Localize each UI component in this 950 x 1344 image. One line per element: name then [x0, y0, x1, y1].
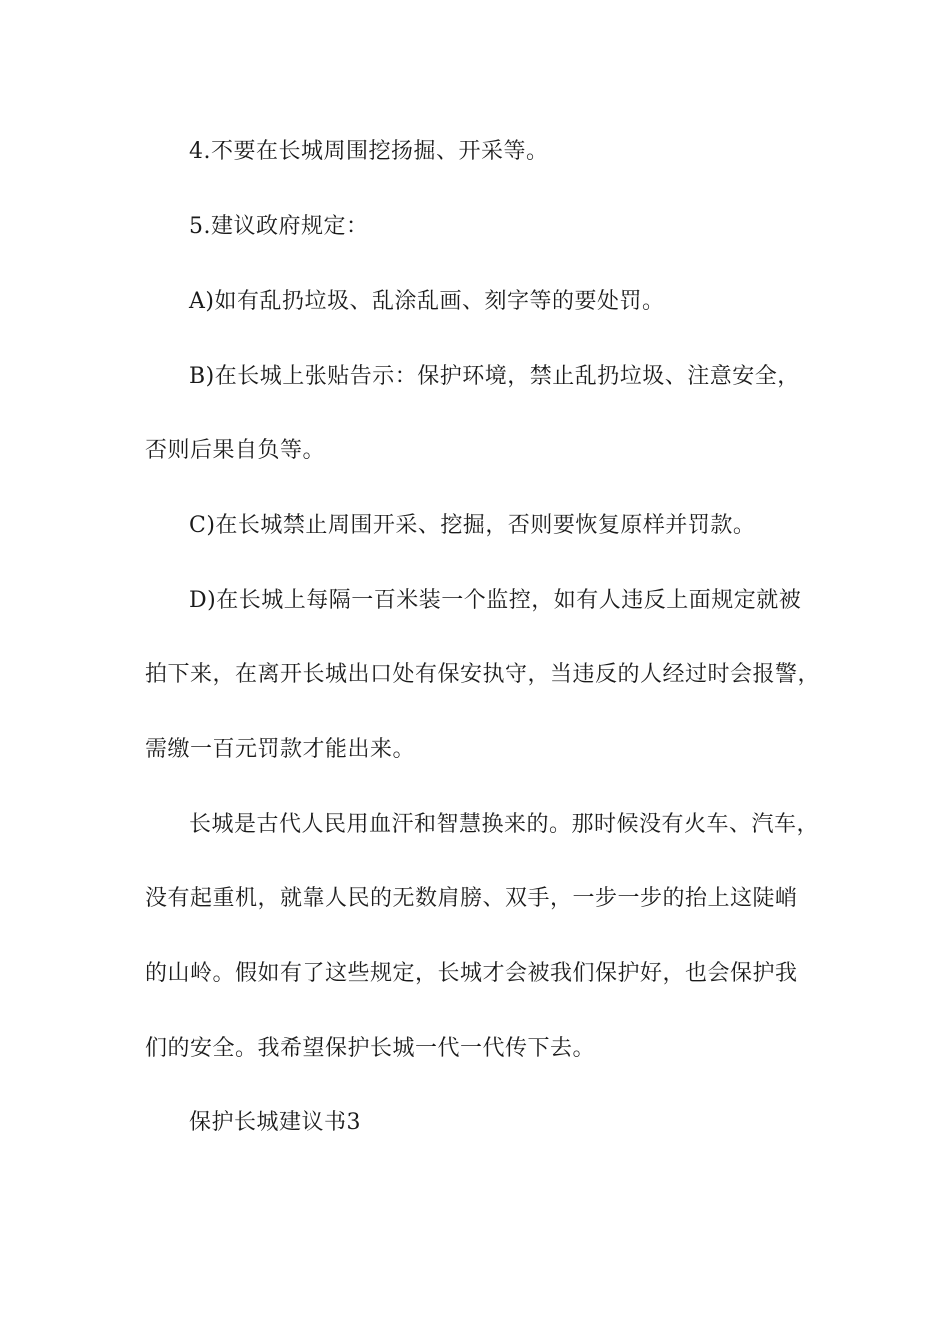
- paragraph-body-line1: 长城是古代人民用血汗和智慧换来的。那时候没有火车、汽车，: [189, 812, 820, 837]
- paragraph-item-c: C)在长城禁止周围开采、挖掘，否则要恢复原样并罚款。: [189, 513, 756, 538]
- paragraph-body-line3: 的山岭。假如有了这些规定，长城才会被我们保护好，也会保护我: [145, 961, 798, 986]
- paragraph-item-d-line1: D)在长城上每隔一百米装一个监控，如有人违反上面规定就被: [189, 588, 802, 613]
- paragraph-body-line2: 没有起重机，就靠人民的无数肩膀、双手，一步一步的抬上这陡峭: [145, 886, 798, 911]
- paragraph-item-a: A)如有乱扔垃圾、乱涂乱画、刻字等的要处罚。: [189, 289, 665, 314]
- paragraph-item-d-line2: 拍下来，在离开长城出口处有保安执守，当违反的人经过时会报警，: [145, 662, 821, 687]
- paragraph-body-line4: 们的安全。我希望保护长城一代一代传下去。: [145, 1036, 596, 1061]
- paragraph-item-d-line3: 需缴一百元罚款才能出来。: [145, 737, 416, 762]
- section-heading: 保护长城建议书3: [189, 1110, 361, 1135]
- paragraph-item-4: 4.不要在长城周围挖扬掘、开采等。: [189, 139, 549, 164]
- paragraph-item-b-line2: 否则后果自负等。: [145, 438, 326, 463]
- paragraph-item-5: 5.建议政府规定：: [189, 214, 369, 239]
- paragraph-item-b-line1: B)在长城上张贴告示：保护环境，禁止乱扔垃圾、注意安全，: [189, 364, 800, 389]
